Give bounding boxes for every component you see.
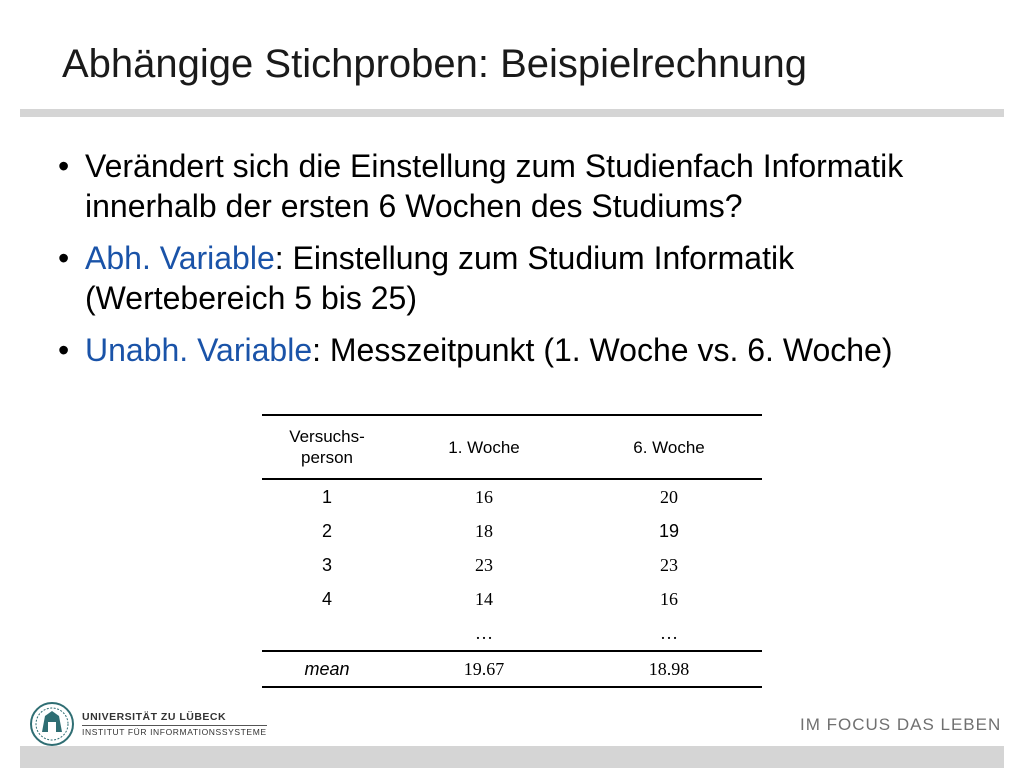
cell-week6: 20 xyxy=(660,486,678,507)
mean-week6: 18.98 xyxy=(576,651,762,687)
cell-week1: … xyxy=(475,622,493,643)
table-row xyxy=(262,616,762,651)
mean-label: mean xyxy=(262,651,392,687)
cell-person: 2 xyxy=(321,520,332,541)
bullet-label: Abh. Variable xyxy=(85,240,275,276)
bullet-text: : Messzeitpunkt (1. Woche vs. 6. Woche) xyxy=(312,332,893,368)
mean-row xyxy=(262,651,762,687)
mean-week1: 19.67 xyxy=(392,651,576,687)
table-row xyxy=(262,479,762,514)
university-name: UNIVERSITÄT ZU LÜBECK xyxy=(82,711,227,723)
cell-person: 4 xyxy=(321,588,332,609)
title-divider xyxy=(20,109,1004,117)
data-table xyxy=(262,414,762,688)
cell-person xyxy=(262,616,392,651)
cell-week1: 23 xyxy=(475,554,493,575)
column-header-week6: 6. Woche xyxy=(576,415,762,479)
cell-week6: 16 xyxy=(660,588,678,609)
bullet-dot: • xyxy=(58,148,70,184)
bullet-item-independent-variable xyxy=(58,330,938,370)
table-row xyxy=(262,514,762,548)
bullet-dot: • xyxy=(58,332,70,368)
column-header-week1: 1. Woche xyxy=(392,415,576,479)
cell-week6: … xyxy=(660,622,678,643)
bullet-text: : Einstellung zum Studium Informatik (Wertebereich 5 bis 25) xyxy=(85,240,795,316)
bullet-dot: • xyxy=(58,240,70,276)
column-header-person xyxy=(262,415,392,479)
cell-week1: 18 xyxy=(475,520,493,541)
cell-week6: 23 xyxy=(660,554,678,575)
footer-bar xyxy=(20,746,1004,768)
cell-person: 1 xyxy=(321,486,332,507)
table-row xyxy=(262,582,762,616)
institute-name: INSTITUT FÜR INFORMATIONSSYSTEME xyxy=(82,727,267,737)
slogan: IM FOCUS DAS LEBEN xyxy=(800,715,1002,734)
bullet-list xyxy=(58,146,938,382)
university-logo xyxy=(30,700,267,748)
slide-title: Abhängige Stichproben: Beispielrechnung xyxy=(62,42,807,86)
bullet-text: Verändert sich die Einstellung zum Studienfach Informatik innerhalb der ersten 6 Wochen des Studiums? xyxy=(85,148,904,224)
bullet-label: Unabh. Variable xyxy=(85,332,313,368)
university-seal-icon xyxy=(30,702,74,746)
cell-week1: 14 xyxy=(475,588,493,609)
table-header-row xyxy=(262,415,762,479)
table-row xyxy=(262,548,762,582)
cell-week6: 19 xyxy=(658,520,680,541)
bullet-item-question xyxy=(58,146,938,226)
cell-week1: 16 xyxy=(475,486,493,507)
cell-person: 3 xyxy=(321,554,332,575)
header-label: Versuchs- person xyxy=(289,427,365,467)
bullet-item-dependent-variable xyxy=(58,238,938,318)
